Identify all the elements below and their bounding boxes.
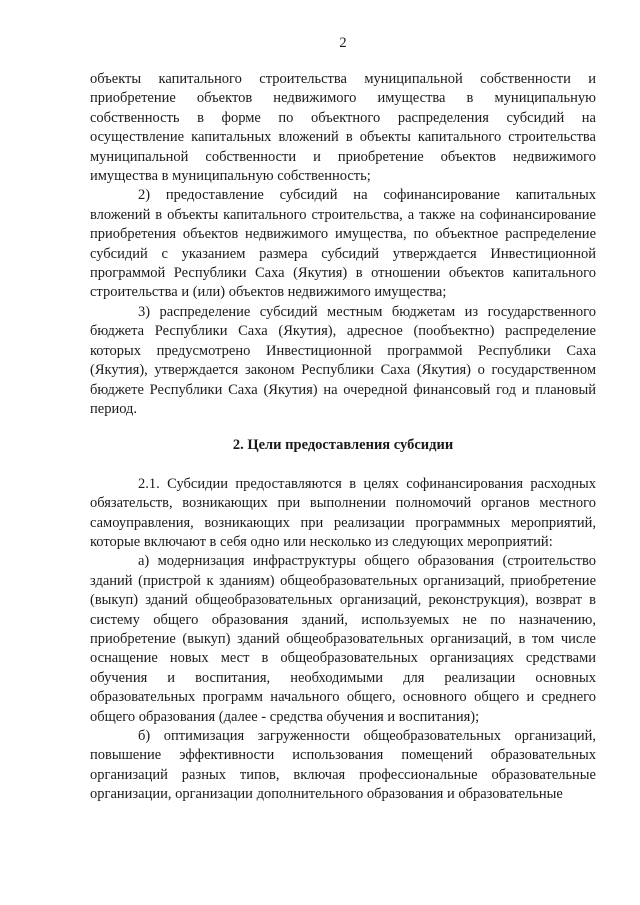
section-heading: 2. Цели предоставления субсидии	[232, 437, 454, 454]
paragraph-2-1: 2.1. Субсидии предоставляются в целях софинансирования расходных обязательств, возникающих при выполнении полномочий органов местного самоуправления, возникающих при реализации программных мероприятий, которые включают в себя одно или несколько из следующих мероприятий:	[90, 475, 596, 550]
paragraph-item-2: 2) предоставление субсидий на софинансирование капитальных вложений в объекты капитального строительства, а также на софинансирование приобретения объектов недвижимого имущества, по объектное распределение субсидий с указанием размера субсидий утверждается Инвестиционной программой Республики Саха (Якутия) в отношении объектов капитального строительства и (или) объектов недвижимого имущества;	[90, 187, 596, 301]
paragraph-item-b: б) оптимизация загруженности общеобразовательных организаций, повышение эффективности использования помещений образовательных организаций разных типов, включая профессиональные образовательные организации, организации дополнительного образования и образовательные	[90, 728, 596, 803]
paragraph-item-a: а) модернизация инфраструктуры общего образования (строительство зданий (пристрой к зданиям) общеобразовательных организаций, приобретение (выкуп) зданий общеобразовательных организаций, реконструкция), возврат в систему общего образования зданий, используемых не по назначению, приобретение (выкуп) зданий общеобразовательных организаций, в том числе оснащение новых мест в общеобразовательных организациях средствами обучения и воспитания, необходимыми для реализации основных образовательных программ начального общего, основного общего и среднего общего образования (далее - средства обучения и воспитания);	[90, 553, 596, 725]
paragraph-continuation: объекты капитального строительства муниципальной собственности и приобретение объектов недвижимого имущества в муниципальную собственность в форме по объектного распределения субсидий на осуществление капитальных вложений в объекты капитального строительства муниципальной собственности и приобретение объектов недвижимого имущества в муниципальную собственность;	[90, 71, 596, 185]
page-number: 2	[339, 35, 347, 51]
paragraph-item-3: 3) распределение субсидий местным бюджетам из государственного бюджета Республики Саха (Якутия), адресное (пообъектно) распределение которых предусмотрено Инвестиционной программой Республики Саха (Якутия), утверждается законом Республики Саха (Якутия) о государственном бюджете Республики Саха (Якутия) на очередной финансовый год и плановый период.	[90, 303, 596, 417]
document-page	[90, 34, 596, 805]
